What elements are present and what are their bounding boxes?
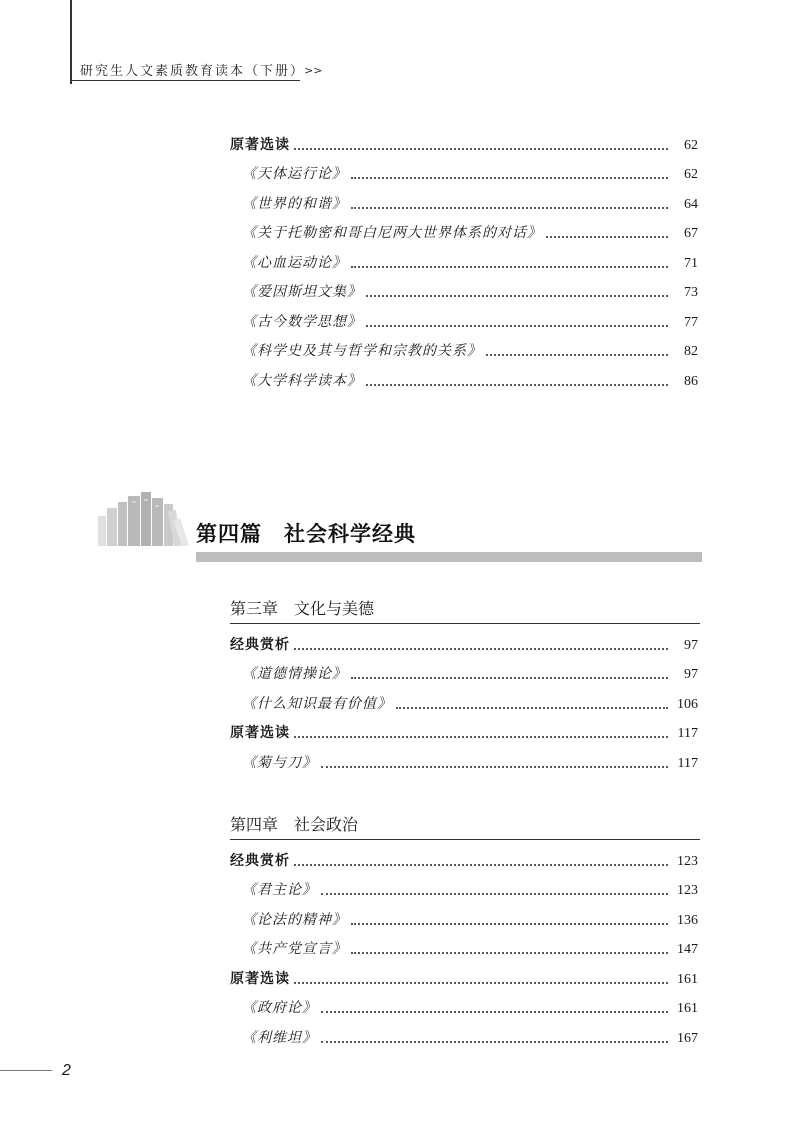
toc-entry xyxy=(230,213,698,243)
toc-entry xyxy=(230,713,698,743)
toc-entry-page: 136 xyxy=(677,912,698,928)
toc-entry xyxy=(230,840,698,870)
toc-entry-title: 《天体运行论》 xyxy=(242,166,347,182)
dot-leader xyxy=(366,384,668,386)
toc-section-chapter3 xyxy=(230,624,698,772)
dot-leader xyxy=(366,325,668,327)
toc-entry-page: 123 xyxy=(677,883,698,898)
toc-entry-page: 97 xyxy=(684,667,698,682)
dot-leader xyxy=(294,736,668,738)
dot-leader xyxy=(351,177,668,179)
toc-entry xyxy=(230,958,698,988)
toc-entry-page: 86 xyxy=(684,373,698,389)
dot-leader xyxy=(321,1041,668,1043)
toc-entry xyxy=(230,242,698,272)
dot-leader xyxy=(351,266,668,268)
running-header-title: 研究生人文素质教育读本（下册） xyxy=(80,64,306,79)
toc-entry-page: 82 xyxy=(684,344,698,359)
toc-entry xyxy=(230,272,698,302)
toc-entry-title: 原著选读 xyxy=(230,970,290,987)
toc-entry-page: 64 xyxy=(684,196,698,212)
header-underline xyxy=(70,80,300,81)
toc-entry-title: 原著选读 xyxy=(230,136,290,153)
toc-entry-title: 经典赏析 xyxy=(230,636,290,653)
toc-section-top xyxy=(230,124,698,390)
toc-entry-page: 123 xyxy=(677,853,698,869)
toc-entry-page: 106 xyxy=(677,696,698,712)
toc-entry-page: 77 xyxy=(684,314,698,330)
chapter-title: 第三章 文化与美德 xyxy=(230,596,700,624)
dot-leader xyxy=(294,982,668,984)
toc-entry-page: 73 xyxy=(684,285,698,300)
running-header-arrows: >> xyxy=(304,64,323,77)
toc-entry xyxy=(230,124,698,154)
dot-leader xyxy=(486,354,668,356)
toc-entry xyxy=(230,154,698,184)
toc-entry xyxy=(230,870,698,900)
toc-entry-title: 《世界的和谐》 xyxy=(242,195,347,212)
toc-entry-title: 《菊与刀》 xyxy=(242,754,317,771)
part-title-bar xyxy=(196,552,702,562)
dot-leader xyxy=(294,648,668,650)
toc-entry xyxy=(230,742,698,772)
toc-entry-title: 《政府论》 xyxy=(242,1000,317,1016)
toc-entry-page: 161 xyxy=(677,971,698,987)
toc-entry-title: 《论法的精神》 xyxy=(242,911,347,928)
dot-leader xyxy=(294,864,668,866)
dot-leader xyxy=(321,1011,668,1013)
toc-entry-title: 《大学科学读本》 xyxy=(242,372,362,389)
toc-entry-page: 117 xyxy=(677,755,698,771)
toc-entry xyxy=(230,683,698,713)
toc-entry-title: 《道德情操论》 xyxy=(242,666,347,682)
toc-entry-title: 经典赏析 xyxy=(230,852,290,869)
toc-entry xyxy=(230,899,698,929)
toc-entry-page: 147 xyxy=(677,942,698,957)
toc-entry-page: 117 xyxy=(677,726,698,741)
dot-leader xyxy=(294,148,668,150)
toc-entry-title: 《爱因斯坦文集》 xyxy=(242,284,362,300)
dot-leader xyxy=(351,923,668,925)
toc-section-chapter4 xyxy=(230,840,698,1047)
toc-entry-page: 71 xyxy=(684,255,698,271)
part-title: 第四篇 社会科学经典 xyxy=(196,522,416,546)
toc-entry-page: 167 xyxy=(677,1030,698,1046)
toc-entry xyxy=(230,183,698,213)
toc-entry-page: 97 xyxy=(684,637,698,653)
dot-leader xyxy=(351,207,668,209)
dot-leader xyxy=(546,236,668,238)
dot-leader xyxy=(396,707,668,709)
toc-entry xyxy=(230,654,698,684)
dot-leader xyxy=(351,952,668,954)
toc-entry xyxy=(230,1017,698,1047)
toc-entry-page: 161 xyxy=(677,1001,698,1016)
toc-entry xyxy=(230,301,698,331)
toc-entry-title: 《古今数学思想》 xyxy=(242,313,362,330)
chapter-title: 第四章 社会政治 xyxy=(230,812,700,840)
page-number: 2 xyxy=(62,1062,71,1079)
toc-entry xyxy=(230,331,698,361)
toc-entry xyxy=(230,988,698,1018)
toc-entry-title: 《利维坦》 xyxy=(242,1029,317,1046)
toc-entry-title: 原著选读 xyxy=(230,725,290,741)
header-vertical-rule xyxy=(70,0,72,84)
toc-entry-title: 《什么知识最有价值》 xyxy=(242,695,392,712)
toc-entry-title: 《君主论》 xyxy=(242,882,317,898)
toc-entry-title: 《共产党宣言》 xyxy=(242,941,347,957)
toc-entry-page: 62 xyxy=(684,137,698,153)
footer-rule xyxy=(0,1070,52,1071)
dot-leader xyxy=(366,295,668,297)
toc-entry-page: 62 xyxy=(684,167,698,182)
part-banner xyxy=(96,490,702,562)
dot-leader xyxy=(351,677,668,679)
toc-entry-title: 《关于托勒密和哥白尼两大世界体系的对话》 xyxy=(242,225,542,241)
toc-entry-title: 《科学史及其与哲学和宗教的关系》 xyxy=(242,343,482,359)
books-icon xyxy=(96,490,192,546)
toc-entry-page: 67 xyxy=(684,226,698,241)
toc-entry xyxy=(230,360,698,390)
toc-entry xyxy=(230,624,698,654)
toc-entry xyxy=(230,929,698,959)
dot-leader xyxy=(321,893,668,895)
toc-entry-title: 《心血运动论》 xyxy=(242,254,347,271)
dot-leader xyxy=(321,766,668,768)
